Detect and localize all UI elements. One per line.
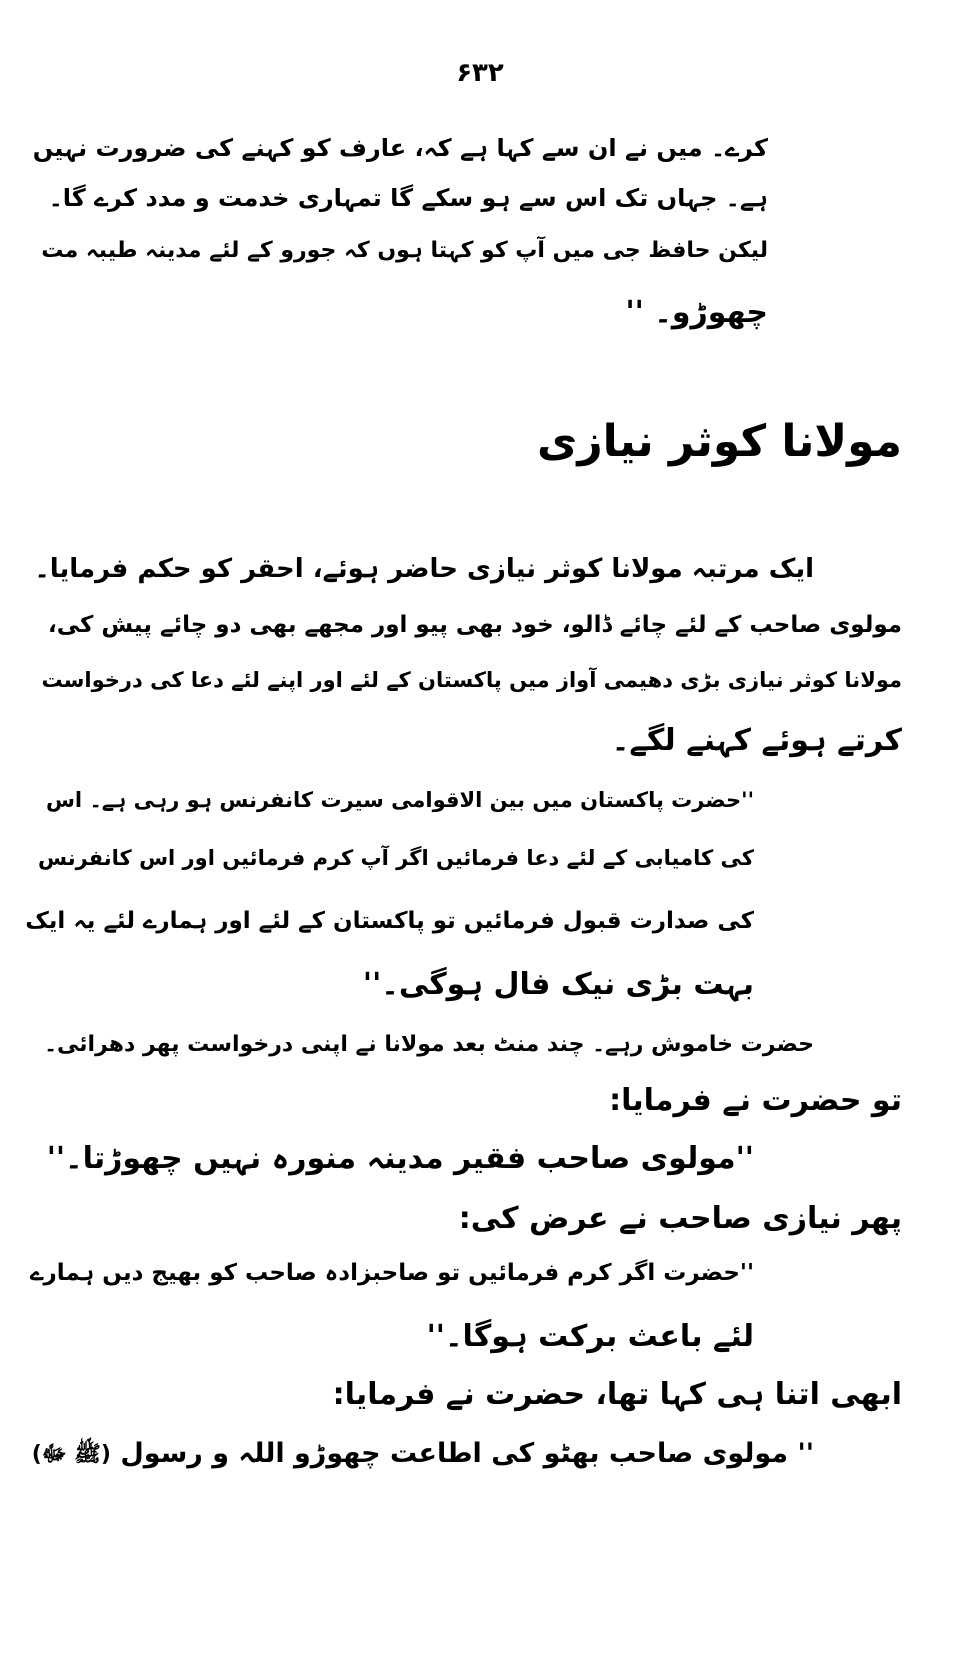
body-line-2: مولوی صاحب کے لئے چائے ڈالو، خود بھی پیو اور مجھے بھی دو چائے پیش کی، bbox=[48, 612, 902, 638]
body-line-8: ابھی اتنا ہی کہا تھا، حضرت نے فرمایا: bbox=[332, 1377, 902, 1412]
quote-line-8 bbox=[32, 1440, 814, 1467]
body-line-3: مولانا کوثر نیازی بڑی دھیمی آواز میں پاکستان کے لئے اور اپنے لئے دعا کی درخواست bbox=[41, 668, 902, 692]
section-title: مولانا کوثر نیازی bbox=[537, 416, 902, 467]
salutation-ornament-icon: (ﷺ ﷻ) bbox=[31, 1441, 111, 1467]
quote-line-6: ''حضرت اگر کرم فرمائیں تو صاحبزادہ صاحب کو بھیج دیں ہمارے bbox=[30, 1260, 754, 1286]
quote-line-4: بہت بڑی نیک فال ہوگی۔'' bbox=[362, 967, 754, 1002]
body-line-4: کرتے ہوئے کہنے لگے۔ bbox=[611, 723, 902, 758]
opening-line-3: لیکن حافظ جی میں آپ کو کہتا ہوں کہ جورو کے لئے مدینہ طیبہ مت bbox=[41, 238, 768, 263]
quote-line-7: لئے باعث برکت ہوگا۔'' bbox=[426, 1319, 754, 1354]
quote-line-3: کی صدارت قبول فرمائیں تو پاکستان کے لئے اور ہمارے لئے یہ ایک bbox=[25, 908, 754, 934]
opening-line-4: چھوڑو۔ '' bbox=[625, 295, 768, 330]
opening-line-2: ہے۔ جہاں تک اس سے ہو سکے گا تمہاری خدمت و مدد کرے گا۔ bbox=[48, 184, 768, 212]
quote-line-8-text: '' مولوی صاحب بھٹو کی اطاعت چھوڑو اللہ و رسول bbox=[120, 1438, 814, 1469]
quote-line-5: ''مولوی صاحب فقیر مدینہ منورہ نہیں چھوڑتا۔'' bbox=[46, 1141, 754, 1176]
body-line-5: حضرت خاموش رہے۔ چند منٹ بعد مولانا نے اپنی درخواست پھر دھرائی۔ bbox=[44, 1032, 814, 1057]
opening-line-1: کرے۔ میں نے ان سے کہا ہے کہ، عارف کو کہنے کی ضرورت نہیں bbox=[32, 134, 768, 162]
quote-line-1: ''حضرت پاکستان میں بین الاقوامی سیرت کانفرنس ہو رہی ہے۔ اس bbox=[45, 788, 754, 812]
body-line-6: تو حضرت نے فرمایا: bbox=[609, 1083, 902, 1118]
page-number: ۶۳۲ bbox=[456, 58, 504, 88]
body-line-7: پھر نیازی صاحب نے عرض کی: bbox=[458, 1201, 902, 1236]
body-line-1: ایک مرتبہ مولانا کوثر نیازی حاضر ہوئے، احقر کو حکم فرمایا۔ bbox=[34, 554, 814, 584]
quote-line-2: کی کامیابی کے لئے دعا فرمائیں اگر آپ کرم فرمائیں اور اس کانفرنس bbox=[38, 846, 754, 870]
